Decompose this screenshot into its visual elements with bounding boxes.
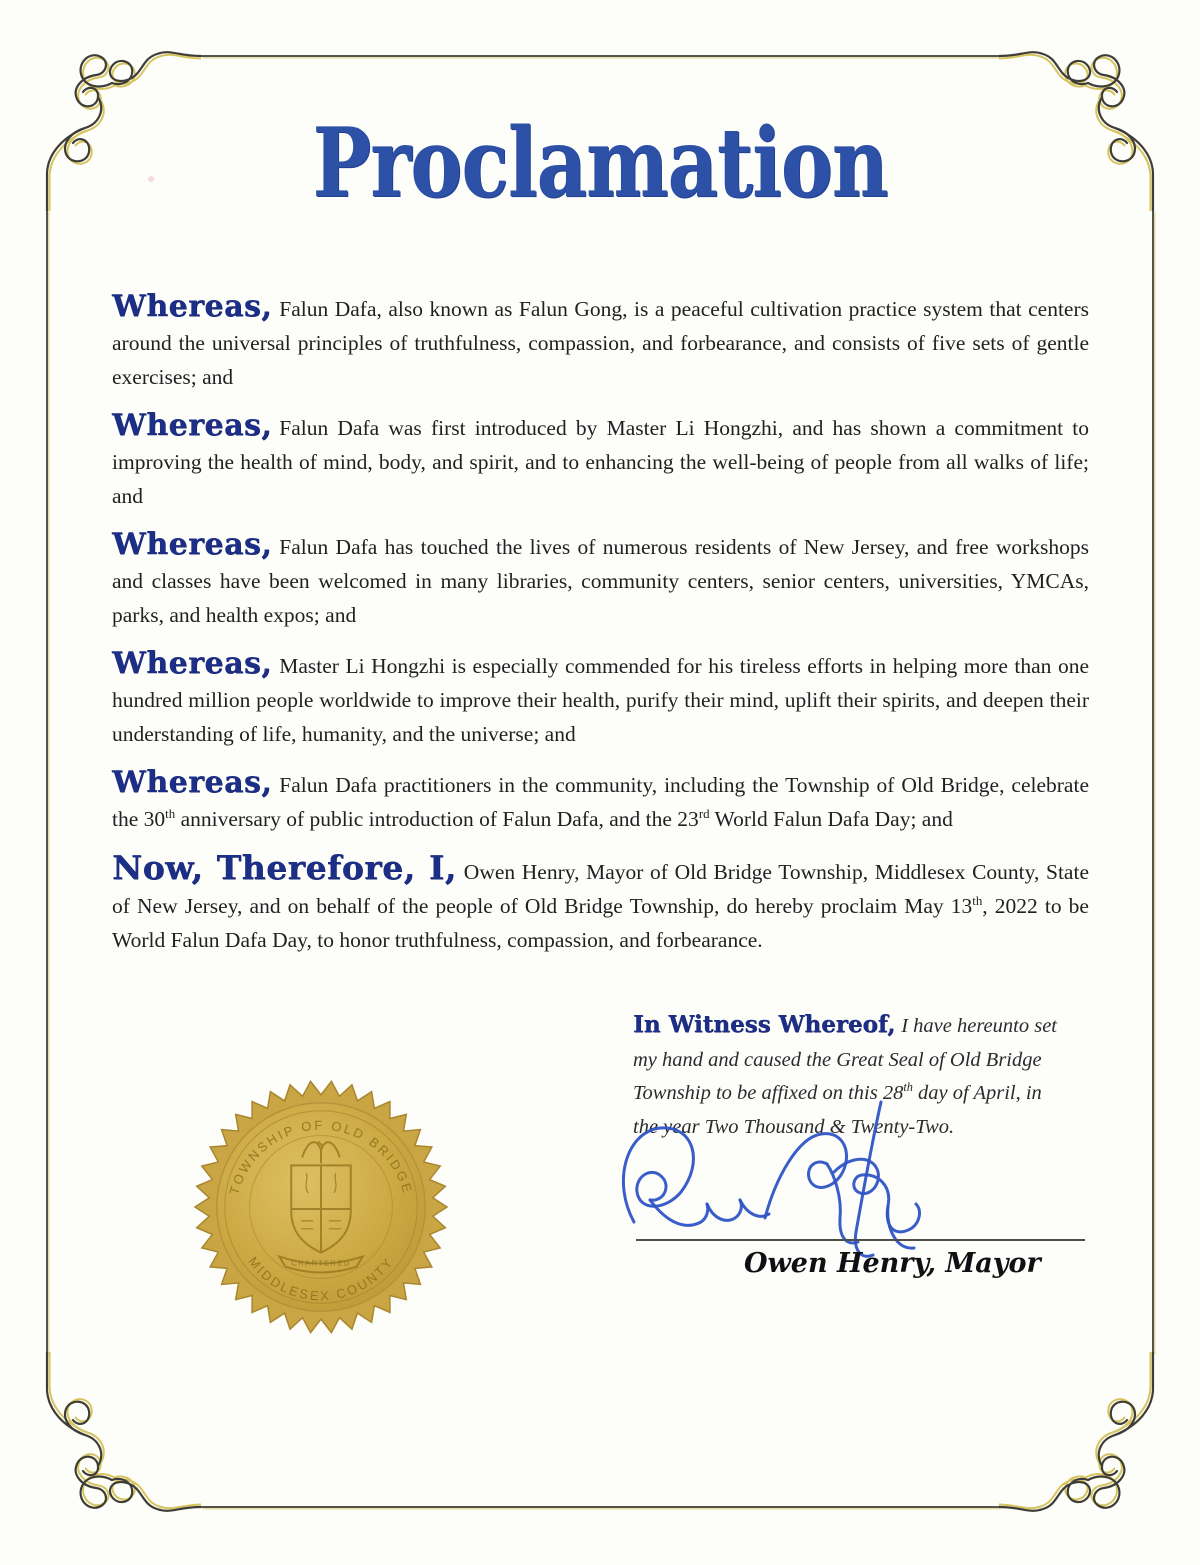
whereas-lead: Whereas, <box>112 646 273 681</box>
page-title: Proclamation <box>312 107 888 220</box>
whereas-paragraph-5 <box>112 765 1089 836</box>
whereas-lead: Whereas, <box>112 289 273 324</box>
now-therefore-lead: Now, Therefore, I, <box>112 848 457 887</box>
signature-line <box>636 1239 1085 1241</box>
whereas-paragraph-2 <box>112 408 1089 513</box>
whereas-paragraph-1 <box>112 289 1089 394</box>
whereas-lead: Whereas, <box>112 408 273 443</box>
proclamation-body <box>112 289 1089 974</box>
paragraph-text: Falun Dafa has touched the lives of numerous residents of New Jersey, and free workshops and classes have been welcomed in many libraries, community centers, senior centers, universities, YMCAs, parks, and health expos; and <box>112 535 1089 627</box>
now-therefore-paragraph <box>112 848 1089 957</box>
paragraph-text: Falun Dafa was first introduced by Master Li Hongzhi, and has shown a commitment to improving the health of mind, body, and spirit, and to enhancing the well-being of people from all walks of life; and <box>112 416 1089 508</box>
border-top-line <box>201 55 999 57</box>
whereas-lead: Whereas, <box>112 527 273 562</box>
great-seal-of-old-bridge-township <box>192 1078 450 1336</box>
border-left-line <box>46 210 48 1353</box>
border-bottom-line <box>201 1506 999 1508</box>
corner-flourish-bottom-left-icon <box>31 1352 201 1522</box>
paragraph-text: Falun Dafa practitioners in the community, including the Township of Old Bridge, celebrate the 30th anniversary of public introduction of Falun Dafa, and the 23rd World Falun Dafa Day; and <box>112 773 1089 831</box>
whereas-paragraph-3 <box>112 527 1089 632</box>
border-right-line <box>1152 210 1154 1353</box>
whereas-paragraph-4 <box>112 646 1089 751</box>
corner-flourish-bottom-right-icon <box>999 1352 1169 1522</box>
seal-top-text: TOWNSHIP OF OLD BRIDGE <box>226 1117 416 1197</box>
witness-lead: In Witness Whereof, <box>633 1011 896 1038</box>
paragraph-text: Master Li Hongzhi is especially commended for his tireless efforts in helping more than one hundred million people worldwide to improve their health, purify their mind, uplift their spirits, and deepen their understanding of life, humanity, and the universe; and <box>112 654 1089 746</box>
seal-chartered-text: CHARTERED <box>291 1258 351 1268</box>
paragraph-text: Falun Dafa, also known as Falun Gong, is a peaceful cultivation practice system that centers around the universal principles of truthfulness, compassion, and forbearance, and consists of five sets of gentle exercises; and <box>112 297 1089 389</box>
witness-text: I have hereunto set my hand and caused the Great Seal of Old Bridge Township to be affixed on this 28th day of April, in the year Two Thousand & Twenty-Two. <box>633 1015 1058 1138</box>
seal-bottom-text: MIDDLESEX COUNTY <box>245 1253 397 1304</box>
whereas-lead: Whereas, <box>112 765 273 800</box>
signatory-name: Owen Henry, Mayor <box>744 1248 1041 1279</box>
paragraph-text: Owen Henry, Mayor of Old Bridge Township, Middlesex County, State of New Jersey, and on behalf of the people of Old Bridge Township, do hereby proclaim May 13th, 2022 to be World Falun Dafa Day, to honor truthfulness, compassion, and forbearance. <box>112 860 1089 952</box>
